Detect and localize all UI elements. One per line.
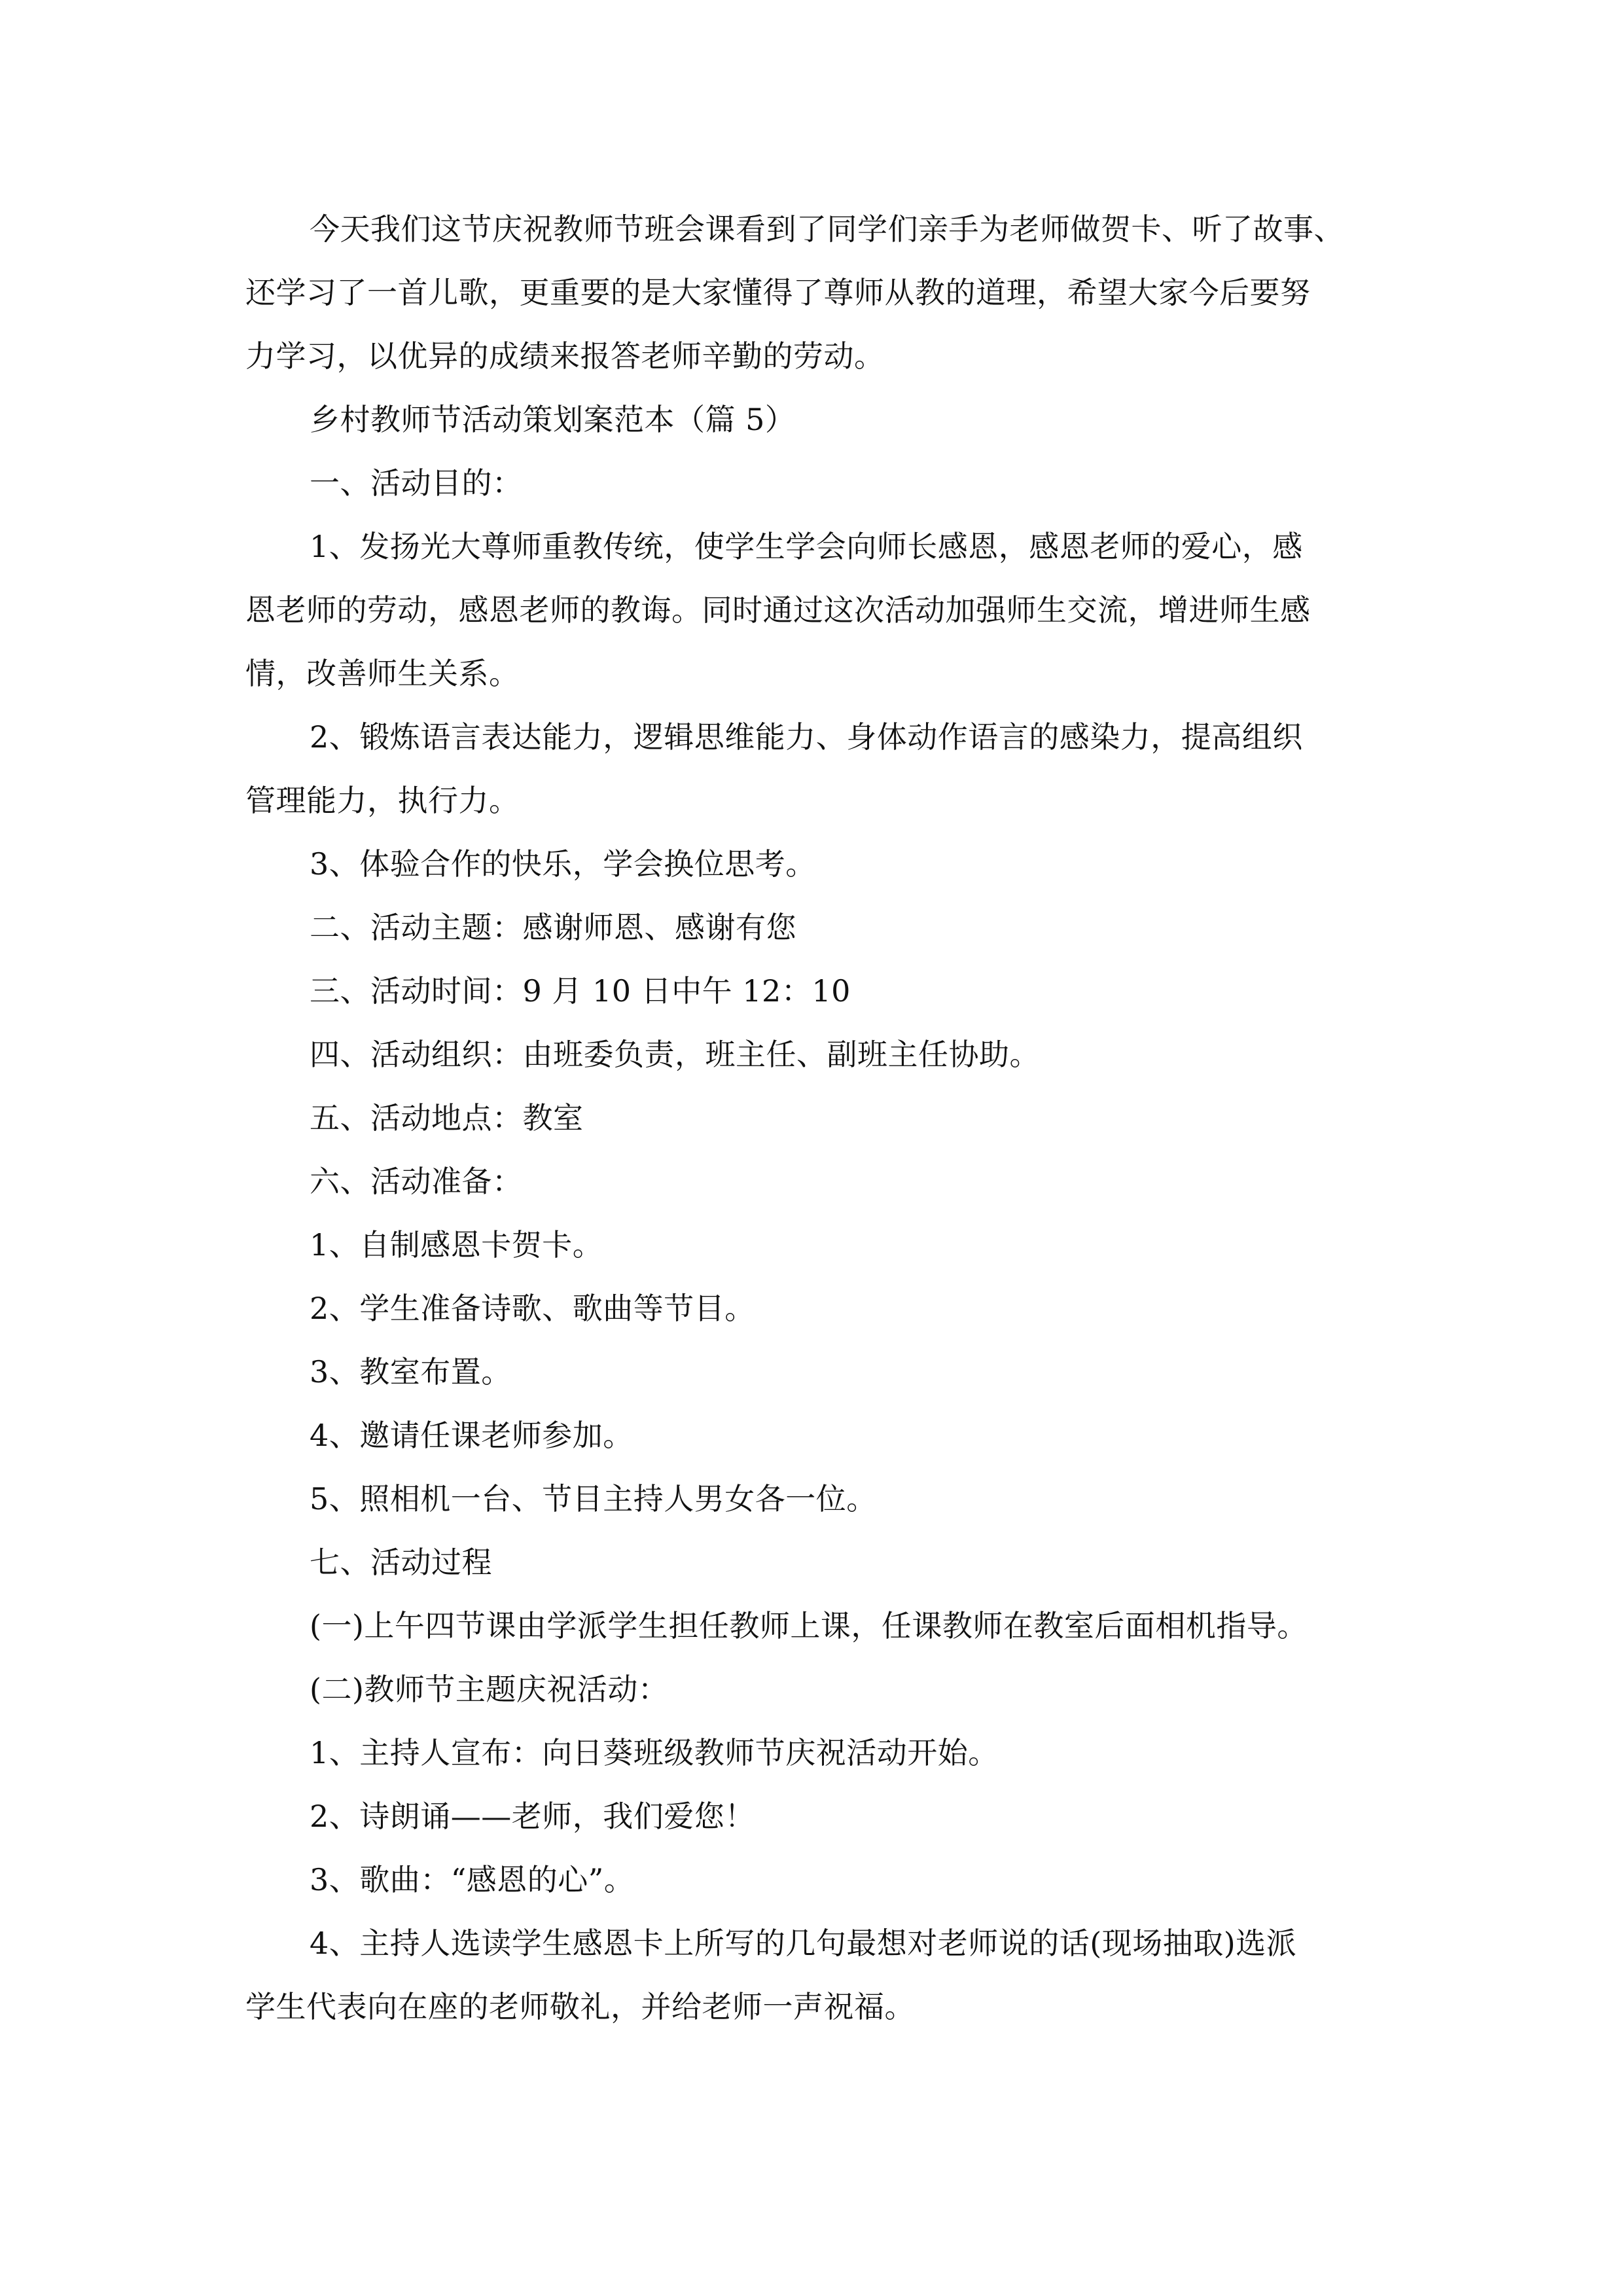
text-line: 2、锻炼语言表达能力，逻辑思维能力、身体动作语言的感染力，提高组织 bbox=[310, 719, 1303, 755]
text-line: 七、活动过程 bbox=[310, 1545, 492, 1580]
text-line: 1、主持人宣布：向日葵班级教师节庆祝活动开始。 bbox=[310, 1735, 999, 1770]
text-line: 乡村教师节活动策划案范本（篇 5） bbox=[310, 402, 796, 437]
list-item bbox=[245, 1912, 1417, 2039]
text-line: 2、学生准备诗歌、歌曲等节目。 bbox=[310, 1291, 755, 1326]
text-line: 4、邀请任课老师参加。 bbox=[310, 1418, 633, 1453]
list-item bbox=[245, 1785, 1417, 1848]
text-line: 今天我们这节庆祝教师节班会课看到了同学们亲手为老师做贺卡、听了故事、 bbox=[310, 211, 1344, 247]
list-item bbox=[245, 833, 1417, 896]
list-item bbox=[245, 1721, 1417, 1785]
heading-process bbox=[245, 1531, 1417, 1594]
text-line: 2、诗朗诵——老师，我们爱您！ bbox=[310, 1799, 755, 1834]
section-heading bbox=[245, 388, 1417, 452]
text-line: 3、教室布置。 bbox=[310, 1354, 512, 1390]
text-line: 恩老师的劳动，感恩老师的教诲。同时通过这次活动加强师生交流，增进师生感 bbox=[245, 592, 1311, 628]
text-line: 还学习了一首儿歌，更重要的是大家懂得了尊师从教的道理，希望大家今后要努 bbox=[245, 275, 1311, 310]
list-item bbox=[245, 1594, 1417, 1658]
list-item bbox=[245, 1340, 1417, 1404]
text-line: 五、活动地点：教室 bbox=[310, 1100, 584, 1136]
text-line: 二、活动主题：感谢师恩、感谢有您 bbox=[310, 910, 796, 945]
text-line: 1、发扬光大尊师重教传统，使学生学会向师长感恩，感恩老师的爱心，感 bbox=[310, 529, 1303, 564]
list-item bbox=[245, 706, 1417, 833]
text-line: 三、活动时间：9 月 10 日中午 12：10 bbox=[310, 973, 851, 1009]
list-item bbox=[245, 515, 1417, 706]
list-item bbox=[245, 1404, 1417, 1467]
text-line: 情，改善师生关系。 bbox=[245, 656, 520, 691]
text-line: 3、体验合作的快乐，学会换位思考。 bbox=[310, 846, 816, 882]
text-line: 六、活动准备： bbox=[310, 1164, 523, 1199]
document-body bbox=[245, 198, 1417, 2039]
text-line: (一)上午四节课由学派学生担任教师上课，任课教师在教室后面相机指导。 bbox=[310, 1608, 1308, 1643]
text-line: (二)教师节主题庆祝活动： bbox=[310, 1672, 669, 1707]
list-item bbox=[245, 1213, 1417, 1277]
heading-preparation bbox=[245, 1150, 1417, 1213]
text-line: 管理能力，执行力。 bbox=[245, 783, 520, 818]
heading-theme bbox=[245, 896, 1417, 960]
text-line: 一、活动目的： bbox=[310, 465, 523, 501]
heading-location bbox=[245, 1086, 1417, 1150]
list-item bbox=[245, 1848, 1417, 1912]
text-line: 3、歌曲：“感恩的心”。 bbox=[310, 1862, 635, 1897]
text-line: 四、活动组织：由班委负责，班主任、副班主任协助。 bbox=[310, 1037, 1040, 1072]
list-item bbox=[245, 1277, 1417, 1340]
heading-organization bbox=[245, 1023, 1417, 1086]
text-line: 力学习，以优异的成绩来报答老师辛勤的劳动。 bbox=[245, 338, 885, 374]
list-item bbox=[245, 1467, 1417, 1531]
heading-purpose bbox=[245, 452, 1417, 515]
text-line: 1、自制感恩卡贺卡。 bbox=[310, 1227, 603, 1263]
list-item bbox=[245, 1658, 1417, 1721]
text-line: 5、照相机一台、节目主持人男女各一位。 bbox=[310, 1481, 877, 1516]
heading-time bbox=[245, 960, 1417, 1023]
text-line: 学生代表向在座的老师敬礼，并给老师一声祝福。 bbox=[245, 1989, 915, 2024]
paragraph-closing-remarks bbox=[245, 198, 1417, 388]
text-line: 4、主持人选读学生感恩卡上所写的几句最想对老师说的话(现场抽取)选派 bbox=[310, 1926, 1297, 1961]
